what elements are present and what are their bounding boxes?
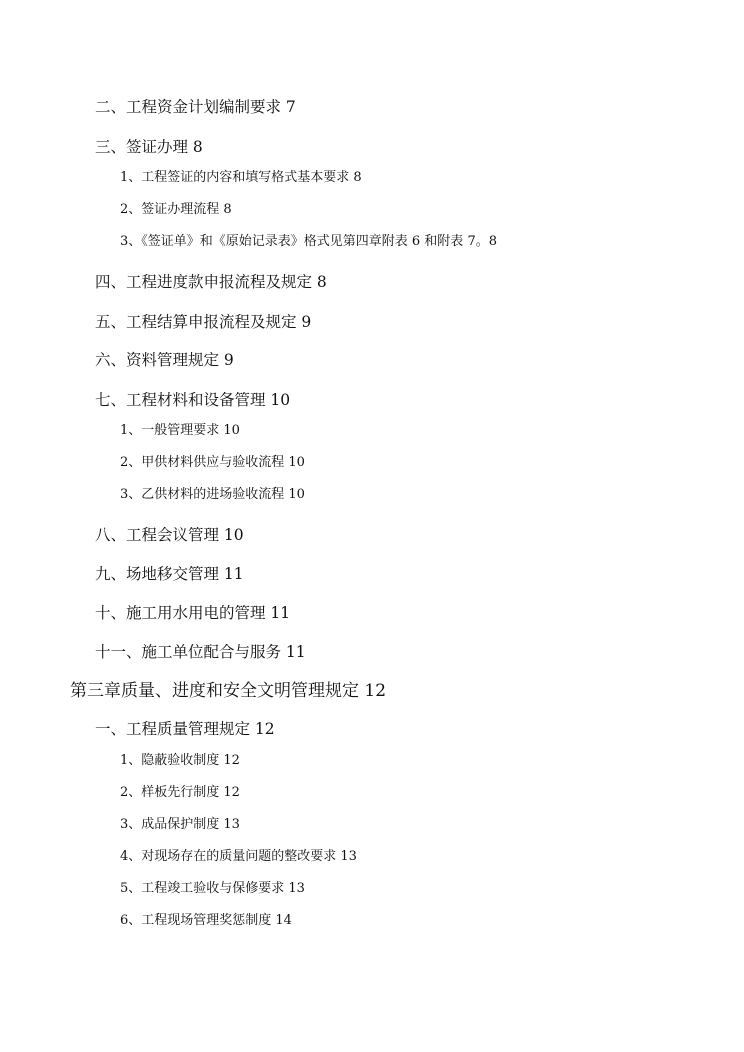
toc-item-line: 5、工程竣工验收与保修要求 13 [120, 881, 305, 896]
toc-section-line: 九、场地移交管理 11 [95, 565, 244, 583]
toc-item-line: 3、成品保护制度 13 [120, 817, 240, 832]
toc-item-line: 2、签证办理流程 8 [120, 202, 232, 217]
toc-item-line: 6、工程现场管理奖惩制度 14 [120, 913, 292, 928]
toc-item-line: 4、对现场存在的质量问题的整改要求 13 [120, 849, 357, 864]
toc-section-line: 十、施工用水用电的管理 11 [95, 604, 291, 622]
toc-item-line: 1、工程签证的内容和填写格式基本要求 8 [120, 170, 362, 185]
toc-section-line: 六、资料管理规定 9 [95, 351, 234, 369]
toc-section-line: 十一、施工单位配合与服务 11 [95, 643, 306, 661]
toc-section-line: 三、签证办理 8 [95, 138, 203, 156]
toc-item-line: 1、一般管理要求 10 [120, 423, 240, 438]
toc-item-line: 2、甲供材料供应与验收流程 10 [120, 455, 305, 470]
toc-item-line: 2、样板先行制度 12 [120, 785, 240, 800]
toc-item-line: 1、隐蔽验收制度 12 [120, 753, 240, 768]
toc-section-line: 二、工程资金计划编制要求 7 [95, 98, 296, 116]
toc-item-line: 3、《签证单》和《原始记录表》格式见第四章附表 6 和附表 7。8 [120, 234, 497, 249]
toc-chapter-line: 第三章质量、进度和安全文明管理规定 12 [70, 681, 387, 701]
toc-section-line: 四、工程进度款申报流程及规定 8 [95, 273, 327, 291]
toc-section-line: 八、工程会议管理 10 [95, 526, 244, 544]
toc-section-line: 一、工程质量管理规定 12 [95, 720, 275, 738]
toc-section-line: 五、工程结算申报流程及规定 9 [95, 313, 312, 331]
toc-item-line: 3、乙供材料的进场验收流程 10 [120, 487, 305, 502]
toc-section-line: 七、工程材料和设备管理 10 [95, 391, 291, 409]
